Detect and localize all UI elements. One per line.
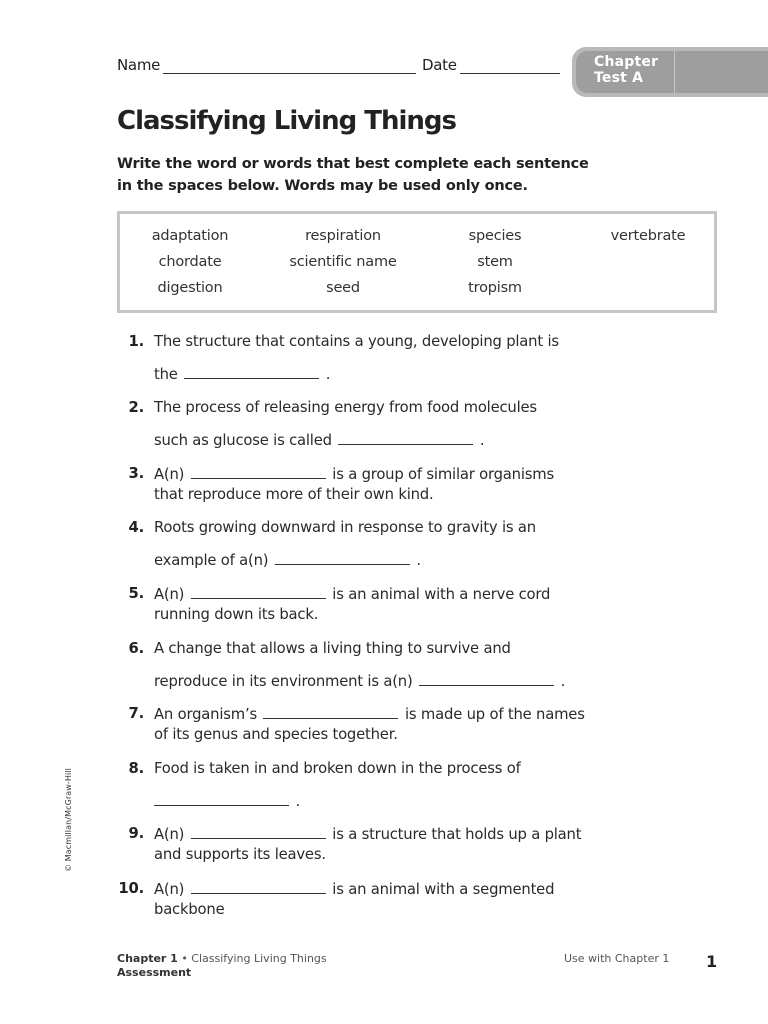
question-text: such as glucose is called — [154, 432, 332, 449]
answer-blank[interactable] — [338, 431, 473, 445]
word-bank-item: digestion — [157, 280, 223, 296]
question-text: . — [416, 552, 421, 569]
question-text: is made up of the names — [405, 706, 585, 723]
answer-blank[interactable] — [191, 465, 326, 479]
word-bank-item: chordate — [158, 254, 222, 270]
word-bank — [117, 211, 717, 313]
chapter-tab-label — [594, 54, 684, 86]
word-bank-item: stem — [477, 254, 513, 270]
question-text: . — [295, 793, 301, 810]
question-text: is a group of similar organisms — [332, 466, 554, 483]
question-number: 6. — [128, 640, 144, 657]
question-text-line1 — [154, 465, 554, 483]
question-text: reproduce in its environment is a(n) — [154, 673, 413, 690]
footer-chapter-title: • Classifying Living Things — [177, 952, 327, 965]
question-text: is a structure that holds up a plant — [332, 826, 582, 843]
footer-assessment: Assessment — [117, 966, 192, 979]
page-title: Classifying Living Things — [117, 106, 457, 136]
question-text: A(n) — [154, 586, 185, 603]
question-text-line2 — [154, 365, 330, 383]
date-label: Date — [422, 56, 457, 74]
instructions-line1: Write the word or words that best complete each sentence — [117, 156, 589, 172]
question-text: A(n) — [154, 826, 185, 843]
question-text: running down its back. — [154, 606, 319, 623]
question-text: is an animal with a segmented — [332, 881, 555, 898]
instructions — [117, 153, 637, 197]
name-label: Name — [117, 56, 161, 74]
word-bank-item: adaptation — [151, 228, 229, 244]
question-text: Food is taken in and broken down in the process of — [154, 760, 521, 777]
question-number: 4. — [128, 519, 144, 536]
question-text: is an animal with a nerve cord — [332, 586, 551, 603]
word-bank-item: vertebrate — [610, 228, 686, 244]
question-text: . — [560, 673, 566, 690]
word-bank-item: species — [468, 228, 522, 244]
question-number: 7. — [128, 705, 144, 722]
copyright-notice: © Macmillan/McGraw-Hill — [64, 768, 73, 872]
word-bank-item: respiration — [305, 228, 381, 244]
footer-use-with: Use with Chapter 1 — [564, 952, 670, 965]
word-bank-item: scientific name — [289, 254, 397, 270]
answer-blank[interactable] — [191, 880, 326, 894]
question-number: 5. — [128, 585, 144, 602]
question-number: 8. — [128, 760, 144, 777]
question-text: A(n) — [154, 466, 185, 483]
page-number: 1 — [706, 952, 718, 971]
footer-left — [117, 952, 327, 980]
question-text: The structure that contains a young, developing plant is — [154, 333, 559, 350]
answer-blank[interactable] — [263, 705, 398, 719]
question-text-line2 — [154, 672, 565, 690]
question-text-line2 — [154, 792, 300, 810]
answer-blank[interactable] — [184, 365, 319, 379]
question-number: 3. — [128, 465, 144, 482]
question-text: that reproduce more of their own kind. — [154, 486, 434, 503]
name-field-line[interactable] — [163, 73, 416, 74]
instructions-line2: in the spaces below. Words may be used only once. — [117, 178, 528, 194]
question-text: A change that allows a living thing to survive and — [154, 640, 511, 657]
answer-blank[interactable] — [191, 825, 326, 839]
chapter-tab-line2: Test A — [594, 70, 644, 86]
answer-blank[interactable] — [191, 585, 326, 599]
question-text-line2 — [154, 431, 484, 449]
question-text-line1 — [154, 880, 554, 898]
question-text: Roots growing downward in response to gravity is an — [154, 519, 536, 536]
answer-blank[interactable] — [275, 551, 410, 565]
question-number: 10. — [118, 880, 144, 897]
question-text: and supports its leaves. — [154, 846, 326, 863]
question-text: of its genus and species together. — [154, 726, 398, 743]
question-number: 9. — [128, 825, 144, 842]
word-bank-item: seed — [326, 280, 360, 296]
question-text: The process of releasing energy from food molecules — [154, 399, 537, 416]
question-number: 2. — [128, 399, 144, 416]
footer-chapter: Chapter 1 — [117, 952, 178, 965]
question-text: . — [479, 432, 485, 449]
question-text: An organism’s — [154, 706, 257, 723]
question-text-line1 — [154, 705, 585, 723]
question-text: . — [325, 366, 331, 383]
answer-blank[interactable] — [154, 792, 289, 806]
date-field-line[interactable] — [460, 73, 560, 74]
chapter-tab-line1: Chapter — [594, 54, 659, 70]
question-text-line1 — [154, 825, 581, 843]
question-text: A(n) — [154, 881, 185, 898]
question-text-line1 — [154, 585, 550, 603]
question-text-line2 — [154, 551, 421, 569]
question-text: example of a(n) — [154, 552, 269, 569]
word-bank-item: tropism — [468, 280, 522, 296]
question-number: 1. — [128, 333, 144, 350]
header-row — [117, 56, 567, 78]
question-text: backbone — [154, 901, 225, 918]
answer-blank[interactable] — [419, 672, 554, 686]
question-text: the — [154, 366, 178, 383]
